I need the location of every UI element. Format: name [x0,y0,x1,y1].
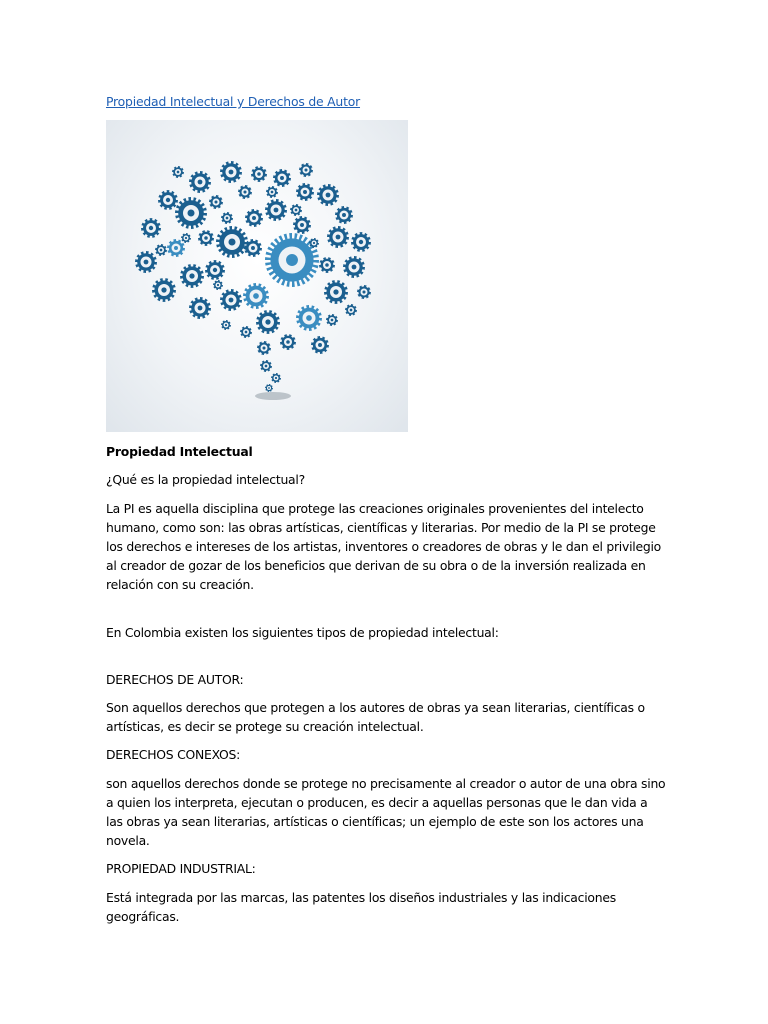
question-text: ¿Qué es la propiedad intelectual? [106,472,305,488]
gear-icon [335,206,353,224]
gear-icon [240,326,252,338]
gear-icon [357,285,371,299]
gear-icon [167,239,185,257]
gear-icon [345,304,357,316]
intro-paragraph: La PI es aquella disciplina que protege las creaciones originales provenientes del intelecto humano, como son: las obras artísticas, científicas y literarias. Por medio de la PI se protege los derechos e intereses de los artistas, inventores o creadores de obras y le dan el privilegio al creador de gozar de los beneficios que derivan de su obra o de la inversión realizada en relación con su creación. [106,500,661,593]
gear-icon [198,230,214,246]
document-body [106,92,666,935]
gear-icon [155,244,167,256]
gear-icon [326,314,338,326]
gear-icon [324,280,348,304]
gear-icon [243,283,269,309]
gear-icon [175,197,207,229]
gear-icon [290,204,302,216]
gear-icon [311,336,329,354]
gear-icon [319,257,335,273]
derechos-conexos-text: son aquellos derechos donde se protege no precisamente al creador o autor de una obra sino a quien los interpreta, ejecutan o producen, es decir a aquellas personas que le dan vida a las obras ya sean literarias, artísticas o científicas; un ejemplo de este son los actores una novela. [106,775,666,849]
derechos-autor-text: Son aquellos derechos que protegen a los autores de obras ya sean literarias, científicas o artísticas, es decir se protege su creación intelectual. [106,700,645,735]
shadow [255,392,291,400]
gear-icon [216,226,248,258]
brain-gears-image [106,120,408,432]
gear-icon [265,199,287,221]
title-link[interactable]: Propiedad Intelectual y Derechos de Autor [106,94,361,109]
gear-icon [189,171,211,193]
gear-icon [209,195,223,209]
gear-icon [221,212,233,224]
gear-icon [271,373,281,383]
propiedad-industrial-title: PROPIEDAD INDUSTRIAL: [106,861,256,877]
gear-icon [189,297,211,319]
gear-icon [265,384,273,392]
gear-icon [244,239,262,257]
derechos-autor-title: DERECHOS DE AUTOR: [106,671,244,687]
gear-icon [280,334,296,350]
section-heading: Propiedad Intelectual [106,444,253,460]
gear-icon [251,166,267,182]
brain-of-gears-icon [106,120,408,432]
gear-icon [266,186,278,198]
colombia-paragraph: En Colombia existen los siguientes tipos de propiedad intelectual: [106,624,499,640]
gear-icon [220,161,242,183]
derechos-conexos-title: DERECHOS CONEXOS: [106,747,241,763]
gear-icon [309,238,319,248]
gear-icon [158,190,178,210]
gear-icon [180,264,204,288]
gear-icon [257,341,271,355]
gear-icon [205,260,225,280]
gear-icon [213,280,223,290]
gear-icon [245,209,263,227]
gear-icon [220,289,242,311]
gear-icon [317,184,339,206]
gear-icon [181,233,191,243]
gear-icon [351,232,371,252]
gear-icon [260,360,272,372]
gear-icon [296,183,314,201]
gear-icon [141,218,161,238]
gear-icon [256,310,280,334]
gear-icon [152,278,176,302]
gear-icon [135,251,157,273]
gear-icon [343,256,365,278]
gear-icon [221,320,231,330]
gear-icon [293,216,311,234]
gear-icon [299,163,313,177]
gear-icon [327,226,349,248]
propiedad-industrial-text: Está integrada por las marcas, las patentes los diseños industriales y las indicaciones geográficas. [106,889,616,924]
gear-icon [172,166,184,178]
gear-icon [273,169,291,187]
gear-icon [238,185,252,199]
gear-icon [296,305,322,331]
